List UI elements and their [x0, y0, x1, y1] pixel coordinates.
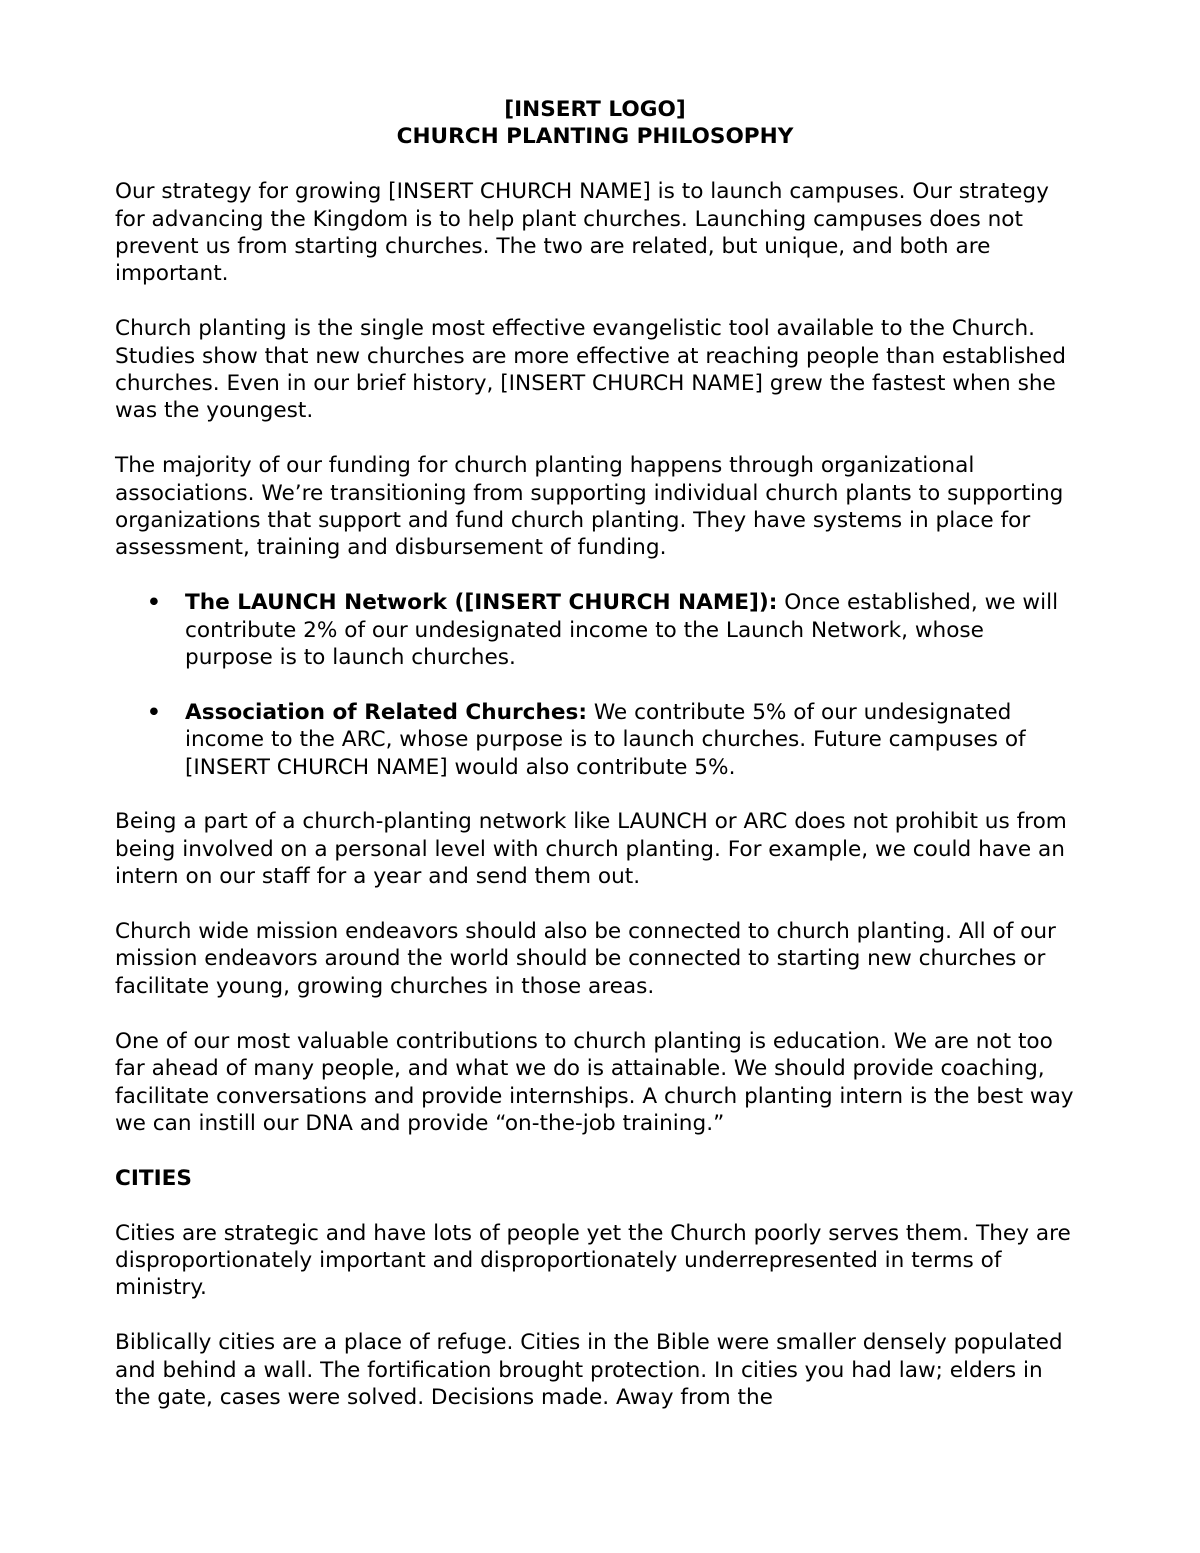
paragraph-cities-biblical: Biblically cities are a place of refuge. Cities in the Bible were smaller densely populated and behind a wall. The fortification brought protection. In cities you had law; elders in the gate, cases were solved. Decisions made. Away from the — [115, 1330, 1063, 1410]
bullet-label: The LAUNCH Network ([INSERT CHURCH NAME]): — [185, 590, 778, 616]
paragraph-education: One of our most valuable contributions to church planting is education. We are not too far ahead of many people, and what we do is attainable. We should provide coaching, facilitate conversations and provide internships. A church planting intern is the best way we can instill our DNA and provide “on-the-job training.” — [115, 1028, 1074, 1136]
bullet-text: We contribute 5% of our undesignated income to the ARC, whose purpose is to launch churches. Future campuses of [INSERT CHURCH NAME] would also contribute 5%. — [185, 699, 1026, 780]
logo-placeholder: [INSERT LOGO] — [504, 97, 686, 122]
document-header — [115, 96, 1075, 151]
funding-bullet-list — [115, 589, 1075, 781]
section-heading-cities: CITIES — [115, 1165, 192, 1191]
paragraph-cities-strategic: Cities are strategic and have lots of people yet the Church poorly serves them. They are disproportionately important and disproportionately underrepresented in terms of ministry. — [115, 1220, 1071, 1301]
bullet-launch-network — [115, 589, 1075, 671]
bullet-label: Association of Related Churches: — [185, 699, 587, 725]
bullet-marker: • — [147, 590, 161, 616]
paragraph-strategy: Our strategy for growing [INSERT CHURCH NAME] is to launch campuses. Our strategy for advancing the Kingdom is to help plant churches. Launching campuses does not prevent us from starting churches. The two are related, but unique, and both are important. — [115, 179, 1049, 287]
bullet-marker: • — [147, 699, 161, 725]
paragraph-effective-tool: Church planting is the single most effective evangelistic tool available to the Church. Studies show that new churches are more effective at reaching people than established churches. Even in our brief history, [INSERT CHURCH NAME] grew the fastest when she was the youngest. — [115, 316, 1066, 424]
paragraph-funding: The majority of our funding for church planting happens through organizational associations. We’re transitioning from supporting individual church plants to supporting organizations that support and fund church planting. They have systems in place for assessment, training and disbursement of funding. — [115, 453, 1064, 561]
bullet-text: Once established, we will contribute 2% of our undesignated income to the Launch Network, whose purpose is to launch churches. — [185, 590, 1059, 671]
bullet-arc — [115, 699, 1075, 781]
paragraph-network-involvement: Being a part of a church-planting network like LAUNCH or ARC does not prohibit us from being involved on a personal level with church planting. For example, we could have an intern on our staff for a year and send them out. — [115, 809, 1067, 890]
document-title: CHURCH PLANTING PHILOSOPHY — [396, 124, 794, 150]
document-page — [115, 96, 1075, 1439]
paragraph-mission-endeavors: Church wide mission endeavors should also be connected to church planting. All of our mission endeavors around the world should be connected to starting new churches or facilitate young, growing churches in those areas. — [115, 919, 1056, 999]
